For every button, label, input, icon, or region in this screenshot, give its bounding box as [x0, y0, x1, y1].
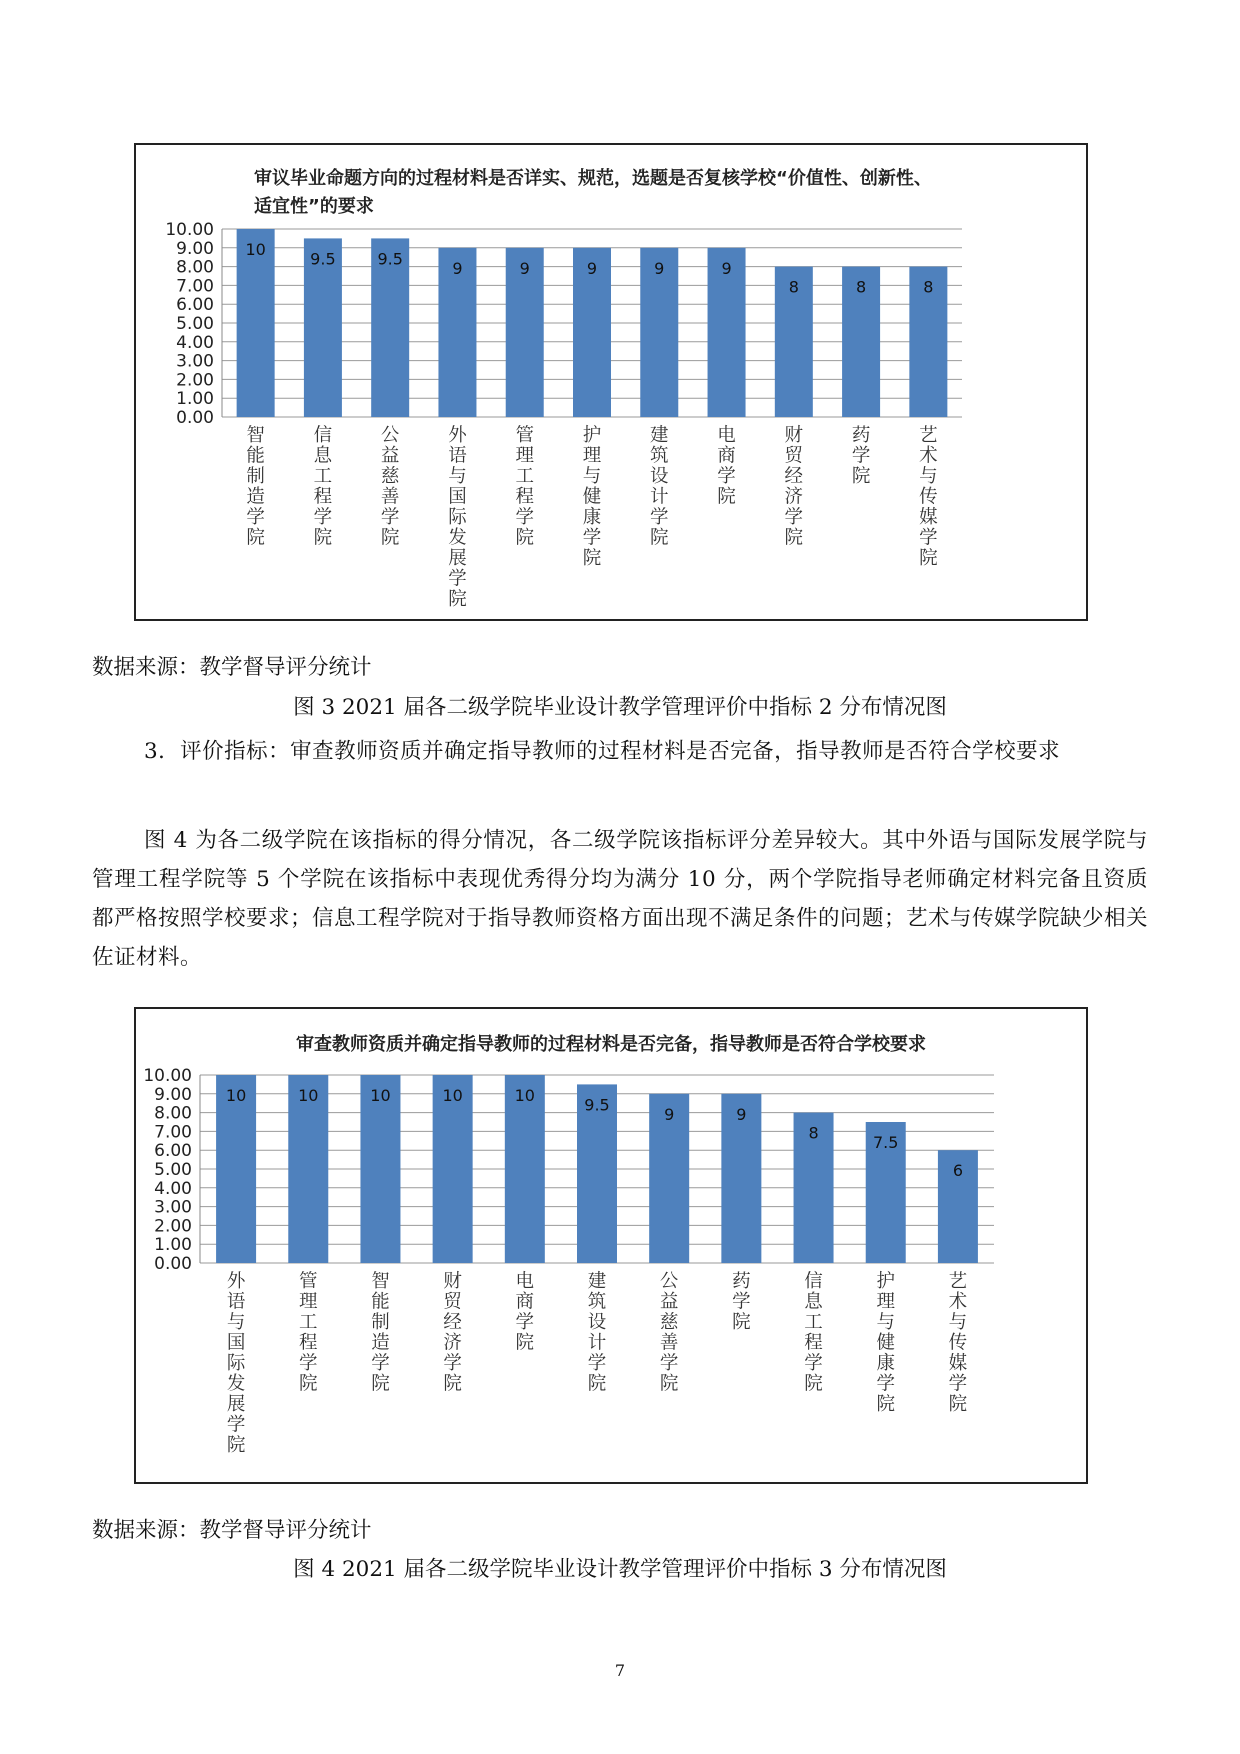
x-category-label: 院: [443, 1373, 462, 1395]
x-category-label: 学: [717, 466, 736, 487]
x-category-label: 院: [371, 1373, 390, 1395]
bar-chart-indicator-2: [136, 145, 1086, 619]
x-category-label: 学: [299, 1353, 318, 1374]
analysis-paragraph: 图 4 为各二级学院在该指标的得分情况，各二级学院该指标评分差异较大。其中外语与国际发展学院与管理工程学院等 5 个学院在该指标中表现优秀得分均为满分 10 分，两个学院指导老师确定材料完备且资质都严格按照学校要求；信息工程学院对于指导教师资格方面出现不满足条件的问题；艺术与传媒学院缺少相关佐证材料。: [92, 828, 1149, 970]
x-category-label: 学: [313, 507, 333, 528]
data-label: 10: [514, 1086, 535, 1105]
x-category-label: 院: [717, 486, 736, 508]
page-number: 7: [614, 1661, 626, 1680]
data-label: 9: [586, 258, 598, 278]
x-category-label: 院: [876, 1394, 895, 1415]
x-category-label: 经: [784, 466, 804, 487]
x-category-label: 学: [448, 568, 467, 590]
x-category-label: 济: [784, 486, 804, 508]
y-tick-label: 7.00: [154, 1122, 192, 1143]
data-label: 9: [519, 258, 530, 278]
x-category-label: 能: [371, 1291, 390, 1313]
x-category-label: 商: [717, 445, 736, 467]
x-category-label: 程: [804, 1332, 823, 1354]
figure-caption-3: 图 3 2021 届各二级学院毕业设计教学管理评价中指标 2 分布情况图: [293, 695, 947, 720]
x-category-label: 健: [876, 1332, 895, 1354]
x-category-label: 健: [582, 486, 602, 508]
chart-figure-3: [134, 143, 1088, 621]
x-category-label: 学: [784, 507, 804, 528]
chart-title: 审查教师资质并确定指导教师的过程材料是否完备，指导教师是否符合学校要求: [296, 1034, 926, 1055]
chart-title: 审议毕业命题方向的过程材料是否详实、规范，选题是否复核学校“价值性、创新性、适宜性”的要求: [254, 168, 932, 217]
x-category-label: 院: [515, 1332, 535, 1354]
x-category-label: 电: [717, 425, 736, 446]
y-tick-label: 8.00: [176, 257, 214, 278]
x-category-label: 学: [380, 507, 400, 528]
data-label: 9: [721, 258, 732, 278]
y-tick-label: 8.00: [154, 1103, 192, 1124]
y-tick-label: 2.00: [176, 370, 214, 391]
y-tick-label: 3.00: [154, 1197, 192, 1218]
x-category-label: 外: [448, 425, 467, 446]
chart-figure-4: [134, 1007, 1088, 1484]
data-source-note-1: 数据来源：教学督导评分统计: [92, 655, 372, 680]
x-category-label: 外: [226, 1271, 246, 1292]
x-category-label: 院: [948, 1394, 968, 1415]
x-category-label: 建: [650, 425, 669, 446]
figure-caption-4: 图 4 2021 届各二级学院毕业设计教学管理评价中指标 3 分布情况图: [293, 1557, 947, 1582]
x-category-label: 术: [948, 1291, 968, 1313]
y-tick-label: 2.00: [154, 1216, 192, 1237]
x-category-label: 造: [371, 1332, 390, 1354]
x-category-label: 财: [784, 425, 804, 446]
x-category-label: 造: [246, 486, 265, 508]
x-category-label: 贸: [784, 445, 804, 467]
x-category-label: 工: [515, 466, 534, 487]
x-category-label: 发: [448, 527, 467, 549]
data-label: 10: [245, 240, 266, 259]
y-tick-label: 3.00: [176, 351, 214, 372]
x-category-label: 艺: [919, 425, 938, 446]
data-source-note-2: 数据来源：教学督导评分统计: [92, 1518, 372, 1543]
x-category-label: 院: [659, 1373, 679, 1395]
x-category-label: 筑: [587, 1291, 607, 1313]
x-category-label: 工: [299, 1312, 318, 1333]
data-label: 9.5: [584, 1095, 610, 1115]
y-tick-label: 10.00: [143, 1066, 192, 1086]
y-tick-label: 6.00: [176, 295, 214, 316]
x-category-label: 院: [582, 548, 602, 569]
x-category-label: 慈: [380, 466, 400, 487]
x-category-label: 院: [650, 527, 669, 549]
x-category-label: 程: [515, 486, 534, 508]
x-category-label: 信: [313, 425, 333, 446]
x-category-label: 艺: [948, 1271, 968, 1292]
x-category-label: 媒: [919, 507, 938, 528]
x-category-label: 善: [380, 486, 400, 508]
x-category-label: 传: [919, 486, 938, 508]
x-category-label: 善: [659, 1332, 679, 1354]
y-tick-label: 5.00: [176, 314, 214, 334]
x-category-label: 展: [448, 548, 467, 569]
x-category-label: 与: [448, 466, 467, 487]
x-category-label: 能: [246, 445, 265, 467]
data-label: 6: [952, 1161, 964, 1181]
x-category-label: 贸: [443, 1291, 462, 1313]
x-category-label: 院: [246, 527, 265, 549]
x-category-label: 慈: [659, 1312, 679, 1333]
data-label: 9: [654, 258, 665, 278]
y-tick-label: 7.00: [176, 276, 214, 297]
y-tick-label: 5.00: [154, 1160, 192, 1180]
x-category-label: 护: [582, 425, 602, 446]
x-category-label: 康: [582, 507, 602, 528]
bar-chart-indicator-3: [136, 1009, 1086, 1482]
y-tick-label: 1.00: [154, 1235, 192, 1256]
x-category-label: 院: [515, 527, 534, 549]
x-category-label: 院: [804, 1373, 823, 1395]
x-category-label: 工: [804, 1312, 823, 1333]
x-category-label: 管: [515, 425, 534, 446]
x-category-label: 学: [587, 1353, 607, 1374]
x-category-label: 与: [876, 1312, 895, 1333]
x-category-label: 制: [371, 1312, 390, 1333]
x-category-label: 程: [299, 1332, 318, 1354]
x-category-label: 学: [226, 1414, 246, 1436]
x-category-label: 建: [587, 1271, 607, 1292]
x-category-label: 学: [804, 1353, 823, 1374]
x-category-label: 院: [784, 527, 804, 549]
x-category-label: 学: [732, 1291, 751, 1313]
x-category-label: 益: [659, 1291, 679, 1313]
x-category-label: 学: [443, 1353, 462, 1374]
x-category-label: 学: [515, 507, 534, 528]
x-category-label: 益: [380, 445, 400, 467]
x-category-label: 理: [876, 1291, 895, 1313]
x-category-label: 济: [443, 1332, 462, 1354]
x-category-label: 学: [582, 527, 602, 549]
x-category-label: 计: [650, 486, 669, 508]
x-category-label: 学: [948, 1373, 968, 1395]
x-category-label: 发: [226, 1373, 246, 1395]
x-category-label: 院: [380, 527, 400, 549]
x-category-label: 经: [443, 1312, 462, 1333]
x-category-label: 智: [371, 1271, 390, 1292]
x-category-label: 工: [313, 466, 333, 487]
x-category-label: 院: [919, 548, 938, 569]
indicator-paragraph: 3．评价指标：审查教师资质并确定指导教师的过程材料是否完备，指导教师是否符合学校要求: [144, 739, 1061, 764]
y-tick-label: 6.00: [154, 1141, 192, 1162]
x-category-label: 计: [587, 1332, 607, 1354]
y-tick-label: 4.00: [154, 1178, 192, 1199]
x-category-label: 财: [443, 1271, 462, 1292]
data-label: 10: [370, 1086, 391, 1105]
x-category-label: 理: [299, 1291, 318, 1313]
x-category-label: 学: [246, 507, 265, 528]
x-category-label: 理: [582, 445, 602, 467]
data-label: 10: [298, 1086, 319, 1105]
x-category-label: 智: [246, 425, 265, 446]
x-category-label: 公: [380, 425, 400, 446]
x-category-label: 与: [919, 466, 938, 487]
y-tick-label: 9.00: [176, 238, 214, 259]
x-category-label: 息: [804, 1291, 823, 1313]
x-category-label: 药: [732, 1271, 751, 1292]
x-category-label: 学: [650, 507, 669, 528]
x-category-label: 制: [246, 466, 265, 487]
data-label: 9: [452, 258, 463, 278]
x-category-label: 学: [876, 1373, 895, 1395]
x-category-label: 院: [732, 1312, 751, 1333]
y-tick-label: 9.00: [154, 1084, 192, 1105]
x-category-label: 理: [515, 445, 534, 467]
x-category-label: 管: [299, 1271, 318, 1292]
data-label: 10: [442, 1086, 463, 1105]
x-category-label: 国: [226, 1332, 246, 1354]
x-category-label: 展: [226, 1394, 246, 1415]
x-category-label: 际: [226, 1353, 246, 1374]
x-category-label: 国: [448, 486, 467, 508]
data-label: 9.5: [310, 249, 336, 269]
x-category-label: 院: [448, 589, 467, 610]
x-category-label: 学: [919, 527, 938, 549]
data-label: 9: [736, 1104, 747, 1124]
x-category-label: 程: [313, 486, 333, 508]
x-category-label: 语: [226, 1291, 246, 1313]
data-label: 8: [808, 1123, 819, 1143]
x-category-label: 学: [851, 445, 871, 467]
x-category-label: 康: [876, 1353, 895, 1374]
x-category-label: 设: [650, 466, 669, 487]
x-category-label: 学: [659, 1353, 679, 1374]
x-category-label: 院: [587, 1373, 607, 1395]
x-category-label: 语: [448, 445, 467, 467]
data-label: 9: [664, 1104, 675, 1124]
x-category-label: 与: [226, 1312, 246, 1333]
x-category-label: 院: [299, 1373, 318, 1395]
data-label: 8: [855, 277, 867, 297]
y-tick-label: 0.00: [176, 408, 214, 428]
x-category-label: 院: [313, 527, 333, 549]
x-category-label: 际: [448, 507, 467, 528]
x-category-label: 息: [313, 445, 333, 467]
x-category-label: 与: [948, 1312, 968, 1333]
y-tick-label: 1.00: [176, 389, 214, 410]
x-category-label: 学: [371, 1353, 390, 1374]
y-tick-label: 0.00: [154, 1254, 192, 1274]
data-label: 8: [788, 277, 799, 297]
x-category-label: 传: [948, 1332, 968, 1354]
data-label: 8: [923, 277, 934, 297]
x-category-label: 筑: [650, 445, 669, 467]
x-category-label: 设: [587, 1312, 607, 1333]
x-category-label: 术: [919, 445, 938, 467]
x-category-label: 院: [226, 1435, 246, 1456]
x-category-label: 护: [876, 1271, 895, 1292]
y-tick-label: 4.00: [176, 332, 214, 353]
x-category-label: 电: [515, 1271, 535, 1292]
y-tick-label: 10.00: [165, 220, 214, 240]
data-label: 10: [225, 1086, 247, 1105]
data-label: 7.5: [873, 1133, 899, 1152]
x-category-label: 媒: [948, 1353, 968, 1374]
x-category-label: 学: [515, 1312, 535, 1333]
data-label: 9.5: [377, 249, 403, 269]
x-category-label: 公: [659, 1271, 679, 1292]
x-category-label: 院: [851, 466, 871, 487]
x-category-label: 与: [582, 466, 602, 487]
x-category-label: 商: [515, 1291, 535, 1313]
x-category-label: 药: [851, 425, 871, 446]
x-category-label: 信: [804, 1271, 823, 1292]
